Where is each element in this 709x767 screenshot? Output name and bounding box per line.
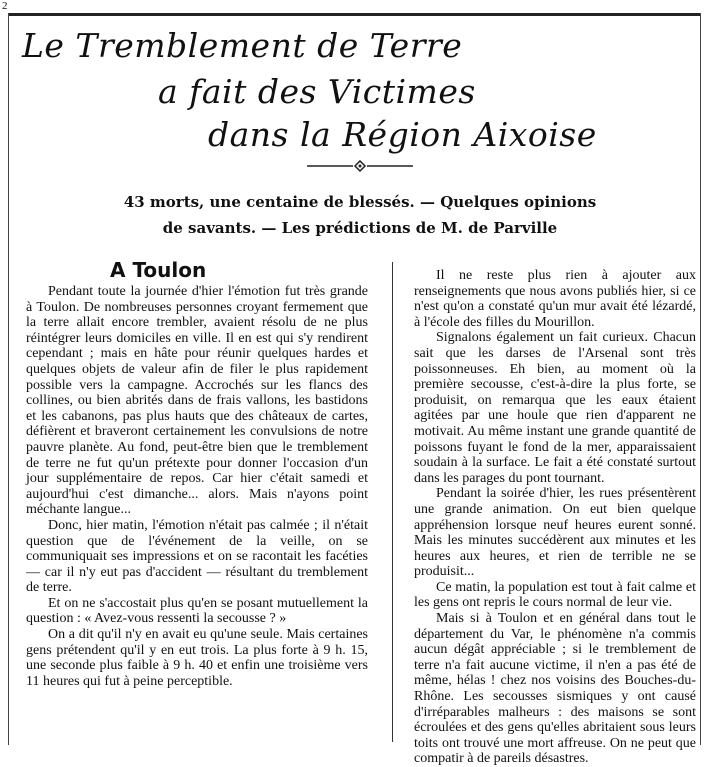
paragraph: Ce matin, la population est tout à fait calme et les gens ont repris le cours normal de leur vie.: [414, 579, 696, 611]
left-column: [26, 284, 368, 689]
section-heading: A Toulon: [110, 258, 207, 282]
right-column: [414, 268, 696, 767]
subheadline-line-1: 43 morts, une centaine de blessés. — Quelques opinions: [123, 193, 597, 211]
paragraph: Pendant toute la journée d'hier l'émotion fut très grande à Toulon. De nombreuses personnes croyant fermement que la terre allait encore trembler, avaient résolu de ne plus réintégrer leurs domiciles en ville. Il en est qui s'y rendirent cependant ; mais en hâte pour réunir quelques hardes et quelques objets de valeur afin de filer le plus rapidement possible vers la campagne. Accrochés sur les flancs des collines, ou bien abrités dans de frais vallons, les bastidons et les cabanons, pas plus hauts que des châteaux de cartes, défièrent et braveront certainement les convulsions de notre pauvre planète. Au fond, peut-être bien que le tremblement de terre ne fut qu'un prétexte pour donner l'occasion d'un jour supplémentaire de repos. Car hier c'était samedi et aujourd'hui c'est dimanche... alors. Mais n'ayons point méchante langue...: [26, 284, 368, 518]
paragraph: Signalons également un fait curieux. Chacun sait que les darses de l'Arsenal sont très poissonneuses. Eh bien, au moment où la première secousse, c'est-à-dire la plus forte, se produisit, on remarqua que les eaux étaient agitées par une houle que rien d'apparent ne motivait. Au même instant une grande quantité de poissons fuyant le fond de la mer, apparaissaient soudain à la surface. Le fait a été constaté surtout dans les parages du pont tournant.: [414, 330, 696, 486]
paragraph: Il ne reste plus rien à ajouter aux renseignements que nous avons publiés hier, si ce n'est qu'on a constaté qu'un mur avait été lézardé, à l'école des filles du Mourillon.: [414, 268, 696, 330]
paragraph: On a dit qu'il n'y en avait eu qu'une seule. Mais certaines gens prétendent qu'il y en eut trois. La plus forte à 9 h. 15, une seconde plus faible à 9 h. 40 et enfin une troisième vers 11 heures qui fut à peine perceptible.: [26, 627, 368, 689]
headline-line-3: dans la Région Aixoise: [208, 115, 597, 154]
ornament-divider-icon: [305, 160, 415, 172]
paragraph: Mais si à Toulon et en général dans tout le département du Var, le phénomène n'a commis aucun dégât appréciable ; si le tremblement de terre n'a fait aucune victime, il n'en a pas été de même, hélas ! chez nos voisins des Bouches-du-Rhône. Les secousses sismiques y ont causé d'irréparables malheurs : des maisons se sont écroulées et des gens qu'elles abritaient sous leurs toits ont trouvé une mort affreuse. On ne peut que compatir à de pareils désastres.: [414, 611, 696, 767]
headline-line-2: a fait des Victimes: [158, 72, 476, 111]
paragraph: Pendant la soirée d'hier, les rues présentèrent une grande animation. On eut bien quelque appréhension lorsque neuf heures eurent sonné. Mais les minutes succédèrent aux minutes et les heures aux heures, et rien de terrible ne se produisit...: [414, 486, 696, 580]
top-rule: [8, 13, 701, 16]
headline-line-1: Le Tremblement de Terre: [22, 26, 463, 65]
left-border: [8, 13, 9, 745]
paragraph: Et on ne s'accostait plus qu'en se posant mutuellement la question : « Avez-vous ressenti la secousse ? »: [26, 595, 368, 627]
right-border: [700, 13, 701, 745]
subheadline-line-2: de savants. — Les prédictions de M. de Parville: [162, 219, 558, 237]
column-divider: [392, 262, 393, 742]
paragraph: Donc, hier matin, l'émotion n'était pas calmée ; il n'était question que de l'événement de la veille, on se communiquait ses impressions et on se racontait les facéties — car il n'y eut pas d'accident — résultant du tremblement de terre.: [26, 517, 368, 596]
page-number: 2: [2, 0, 8, 12]
